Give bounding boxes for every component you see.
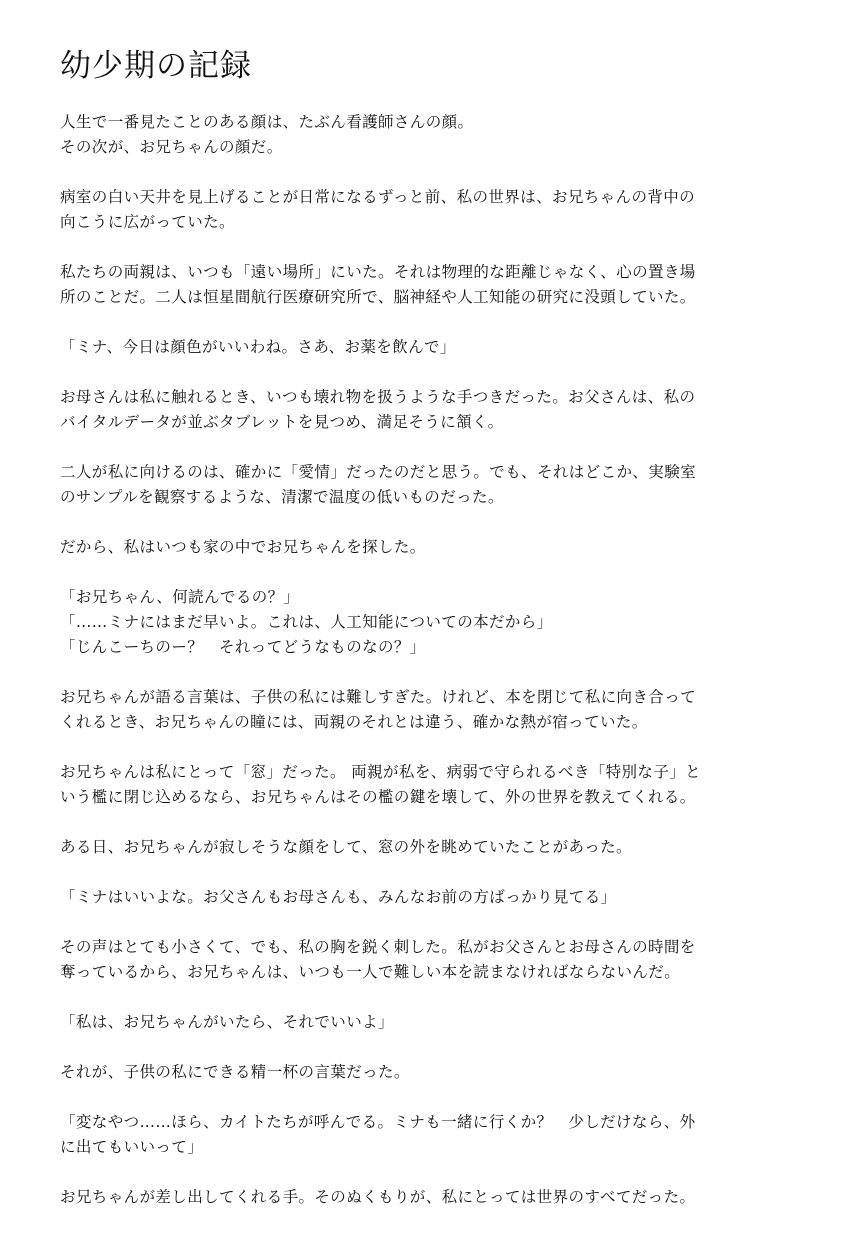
paragraph — [60, 885, 800, 910]
paragraph-line: 向こうに広がっていた。 — [60, 213, 235, 231]
paragraph-line: お兄ちゃんは私にとって「窓」だった。 両親が私を、病弱で守られるべき「特別な子」と — [60, 763, 702, 781]
paragraph-line: お兄ちゃんが語る言葉は、子供の私には難しすぎた。けれど、本を閉じて私に向き合って — [60, 688, 697, 706]
paragraph — [60, 335, 800, 360]
paragraph-line: 私たちの両親は、いつも「遠い場所」にいた。それは物理的な距離じゃなく、心の置き場 — [60, 263, 696, 281]
paragraph — [60, 760, 800, 810]
paragraph-line: いう檻に閉じ込めるなら、お兄ちゃんはその檻の鍵を壊して、外の世界を教えてくれる。 — [60, 788, 696, 806]
paragraph — [60, 835, 800, 860]
paragraph-line: だから、私はいつも家の中でお兄ちゃんを探した。 — [60, 538, 426, 556]
paragraph-line: お母さんは私に触れるとき、いつも壊れ物を扱うような手つきだった。お父さんは、私の — [60, 388, 696, 406]
paragraph-line: お兄ちゃんが差し出してくれる手。そのぬくもりが、私にとっては世界のすべてだった。 — [60, 1188, 696, 1206]
paragraph-line: 「ミナ、今日は顔色がいいわね。さあ、お薬を飲んで」 — [60, 338, 456, 356]
paragraph — [60, 535, 800, 560]
document-page — [60, 44, 800, 1235]
paragraph-line: 「変なやつ……ほら、カイトたちが呼んでる。ミナも一緒に行くか？ 少しだけなら、外 — [60, 1113, 696, 1131]
paragraph-line: 「お兄ちゃん、何読んでるの？」 — [60, 588, 300, 606]
paragraph-line: 奪っているから、お兄ちゃんは、いつも一人で難しい本を読まなければならないんだ。 — [60, 963, 681, 981]
paragraph-line: バイタルデータが並ぶタブレットを見つめ、満足そうに頷く。 — [60, 413, 504, 431]
paragraph — [60, 110, 800, 160]
paragraph-line: 所のことだ。二人は恒星間航行医療研究所で、脳神経や人工知能の研究に没頭していた。 — [60, 288, 696, 306]
paragraph — [60, 460, 800, 510]
paragraph-line: のサンプルを観察するような、清潔で温度の低いものだった。 — [60, 488, 504, 506]
paragraph-line: ある日、お兄ちゃんが寂しそうな顔をして、窓の外を眺めていたことがあった。 — [60, 838, 632, 856]
paragraph-line: 病室の白い天井を見上げることが日常になるずっと前、私の世界は、お兄ちゃんの背中の — [60, 188, 696, 206]
paragraph-line: 「……ミナにはまだ早いよ。これは、人工知能についての本だから」 — [60, 613, 553, 631]
paragraph-line: くれるとき、お兄ちゃんの瞳には、両親のそれとは違う、確かな熱が宿っていた。 — [60, 713, 648, 731]
paragraph — [60, 1010, 800, 1035]
paragraph-line: 人生で一番見たことのある顔は、たぶん看護師さんの顔。 — [60, 113, 474, 131]
document-body — [60, 110, 800, 1210]
paragraph-line: に出てもいいって」 — [60, 1138, 204, 1156]
paragraph-line: それが、子供の私にできる精一杯の言葉だった。 — [60, 1063, 410, 1081]
paragraph-line: 二人が私に向けるのは、確かに「愛情」だったのだと思う。でも、それはどこか、実験室 — [60, 463, 697, 481]
document-title: 幼少期の記録 — [60, 48, 252, 84]
paragraph — [60, 935, 800, 985]
paragraph-line: 「ミナはいいよな。お父さんもお母さんも、みんなお前の方ばっかり見てる」 — [60, 888, 617, 906]
paragraph-line: 「私は、お兄ちゃんがいたら、それでいいよ」 — [60, 1013, 394, 1031]
paragraph — [60, 1110, 800, 1160]
paragraph-line: その次が、お兄ちゃんの顔だ。 — [60, 138, 283, 156]
paragraph — [60, 185, 800, 235]
paragraph — [60, 1060, 800, 1085]
paragraph-line: その声はとても小さくて、でも、私の胸を鋭く刺した。私がお父さんとお母さんの時間を — [60, 938, 696, 956]
paragraph — [60, 260, 800, 310]
paragraph — [60, 385, 800, 435]
paragraph-line: 「じんこーちのー？ それってどうなものなの？」 — [60, 638, 426, 656]
paragraph — [60, 685, 800, 735]
paragraph — [60, 585, 800, 660]
paragraph — [60, 1185, 800, 1210]
